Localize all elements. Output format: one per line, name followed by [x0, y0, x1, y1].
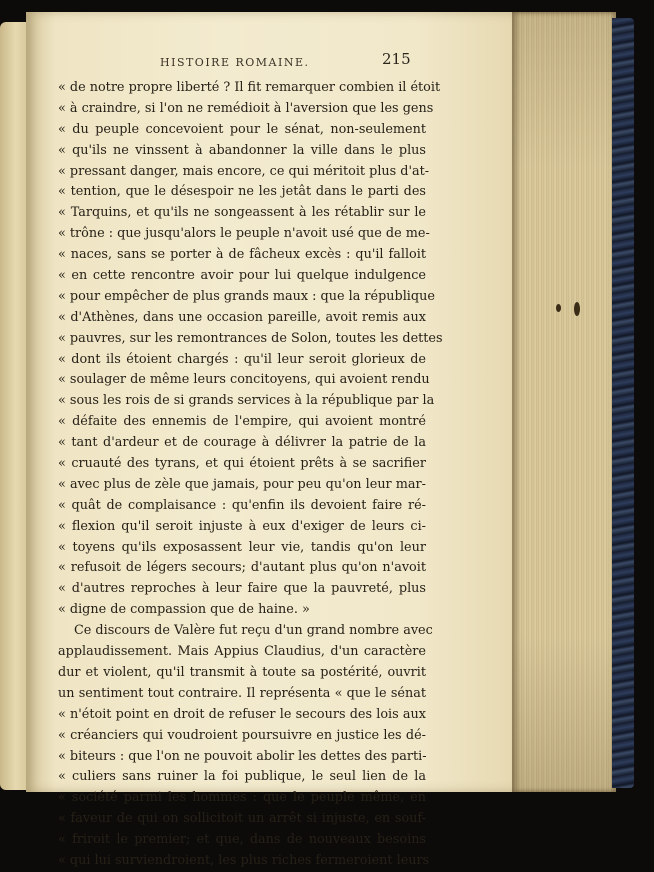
text-line: « de notre propre liberté ? Il fit remarquer combien il étoit — [58, 80, 441, 95]
text-line: « refusoit de légers secours; d'autant plus qu'on n'avoit — [58, 560, 426, 576]
text-line: « pressant danger, mais encore, ce qui méritoit plus d'at- — [58, 163, 430, 179]
text-line: « avec plus de zèle que jamais, pour peu qu'on leur mar- — [58, 476, 426, 492]
text-line: applaudissement. Mais Appius Claudius, d'un caractère — [58, 644, 426, 660]
foxing-spot — [574, 302, 580, 316]
text-line: « naces, sans se porter à de fâcheux excès : qu'il falloit — [58, 247, 426, 263]
text-line: « tant d'ardeur et de courage à délivrer la patrie de la — [58, 435, 426, 451]
text-line: « culiers sans ruiner la foi publique, le seul lien de la — [58, 769, 426, 785]
text-line: « société parmi les hommes : que le peuple même, en — [58, 790, 426, 806]
text-line: « n'étoit point en droit de refuser le secours des lois aux — [58, 706, 426, 722]
text-line: « pour empêcher de plus grands maux : que la république — [58, 288, 435, 304]
text-line: « toyens qu'ils exposassent leur vie, tandis qu'on leur — [58, 539, 426, 555]
text-line: « défaite des ennemis de l'empire, qui avoient montré — [58, 414, 426, 430]
text-line: « trône : que jusqu'alors le peuple n'avoit usé que de me- — [58, 226, 430, 242]
foxing-spot — [556, 304, 561, 312]
text-line: « quât de complaisance : qu'enfin ils devoient faire ré- — [58, 497, 426, 513]
facing-page-edge — [0, 22, 28, 790]
text-line: « cruauté des tyrans, et qui étoient prêts à se sacrifier — [58, 456, 426, 472]
text-line: « pauvres, sur les remontrances de Solon, toutes les dettes — [58, 330, 443, 346]
text-line: « sous les rois de si grands services à la république par la — [58, 393, 435, 409]
text-line: « du peuple concevoient pour le sénat, non-seulement — [58, 121, 426, 137]
page-number: 215 — [382, 50, 411, 68]
text-line: « flexion qu'il seroit injuste à eux d'exiger de leurs ci- — [58, 518, 426, 534]
text-line: « qu'ils ne vinssent à abandonner la ville dans le plus — [58, 142, 426, 158]
text-line: « en cette rencontre avoir pour lui quelque indulgence — [58, 268, 426, 284]
text-line: « dont ils étoient chargés : qu'il leur seroit glorieux de — [58, 351, 426, 367]
text-line: « qui lui surviendroient, les plus riches fermeroient leurs — [58, 852, 430, 868]
text-line: « biteurs : que l'on ne pouvoit abolir les dettes des parti- — [58, 748, 427, 764]
text-line: « à craindre, si l'on ne remédioit à l'aversion que les gens — [58, 100, 434, 116]
text-line: « digne de compassion que de haine. » — [58, 602, 310, 618]
text-line: « tention, que le désespoir ne les jetât dans le parti des — [58, 184, 426, 200]
body-text — [58, 78, 443, 872]
page-edges — [512, 12, 616, 792]
text-line: « faveur de qui on sollicitoit un arrêt si injuste, en souf- — [58, 811, 426, 827]
text-line: « d'autres reproches à leur faire que la pauvreté, plus — [58, 581, 426, 597]
text-line: Ce discours de Valère fut reçu d'un grand nombre avec — [74, 623, 433, 639]
text-line: « Tarquins, et qu'ils ne songeassent à les rétablir sur le — [58, 205, 426, 221]
text-line: dur et violent, qu'il transmit à toute sa postérité, ouvrit — [58, 664, 426, 680]
text-line: « d'Athènes, dans une occasion pareille, avoit remis aux — [58, 309, 426, 325]
text-line: un sentiment tout contraire. Il représenta « que le sénat — [58, 685, 426, 701]
text-line: « friroit le premier; et que, dans de nouveaux besoins — [58, 832, 426, 848]
running-head: HISTOIRE ROMAINE. — [160, 56, 310, 69]
text-line: « soulager de même leurs concitoyens, qui avoient rendu — [58, 372, 430, 388]
marbled-cover — [612, 18, 634, 788]
text-line: « créanciers qui voudroient poursuivre en justice les dé- — [58, 727, 426, 743]
